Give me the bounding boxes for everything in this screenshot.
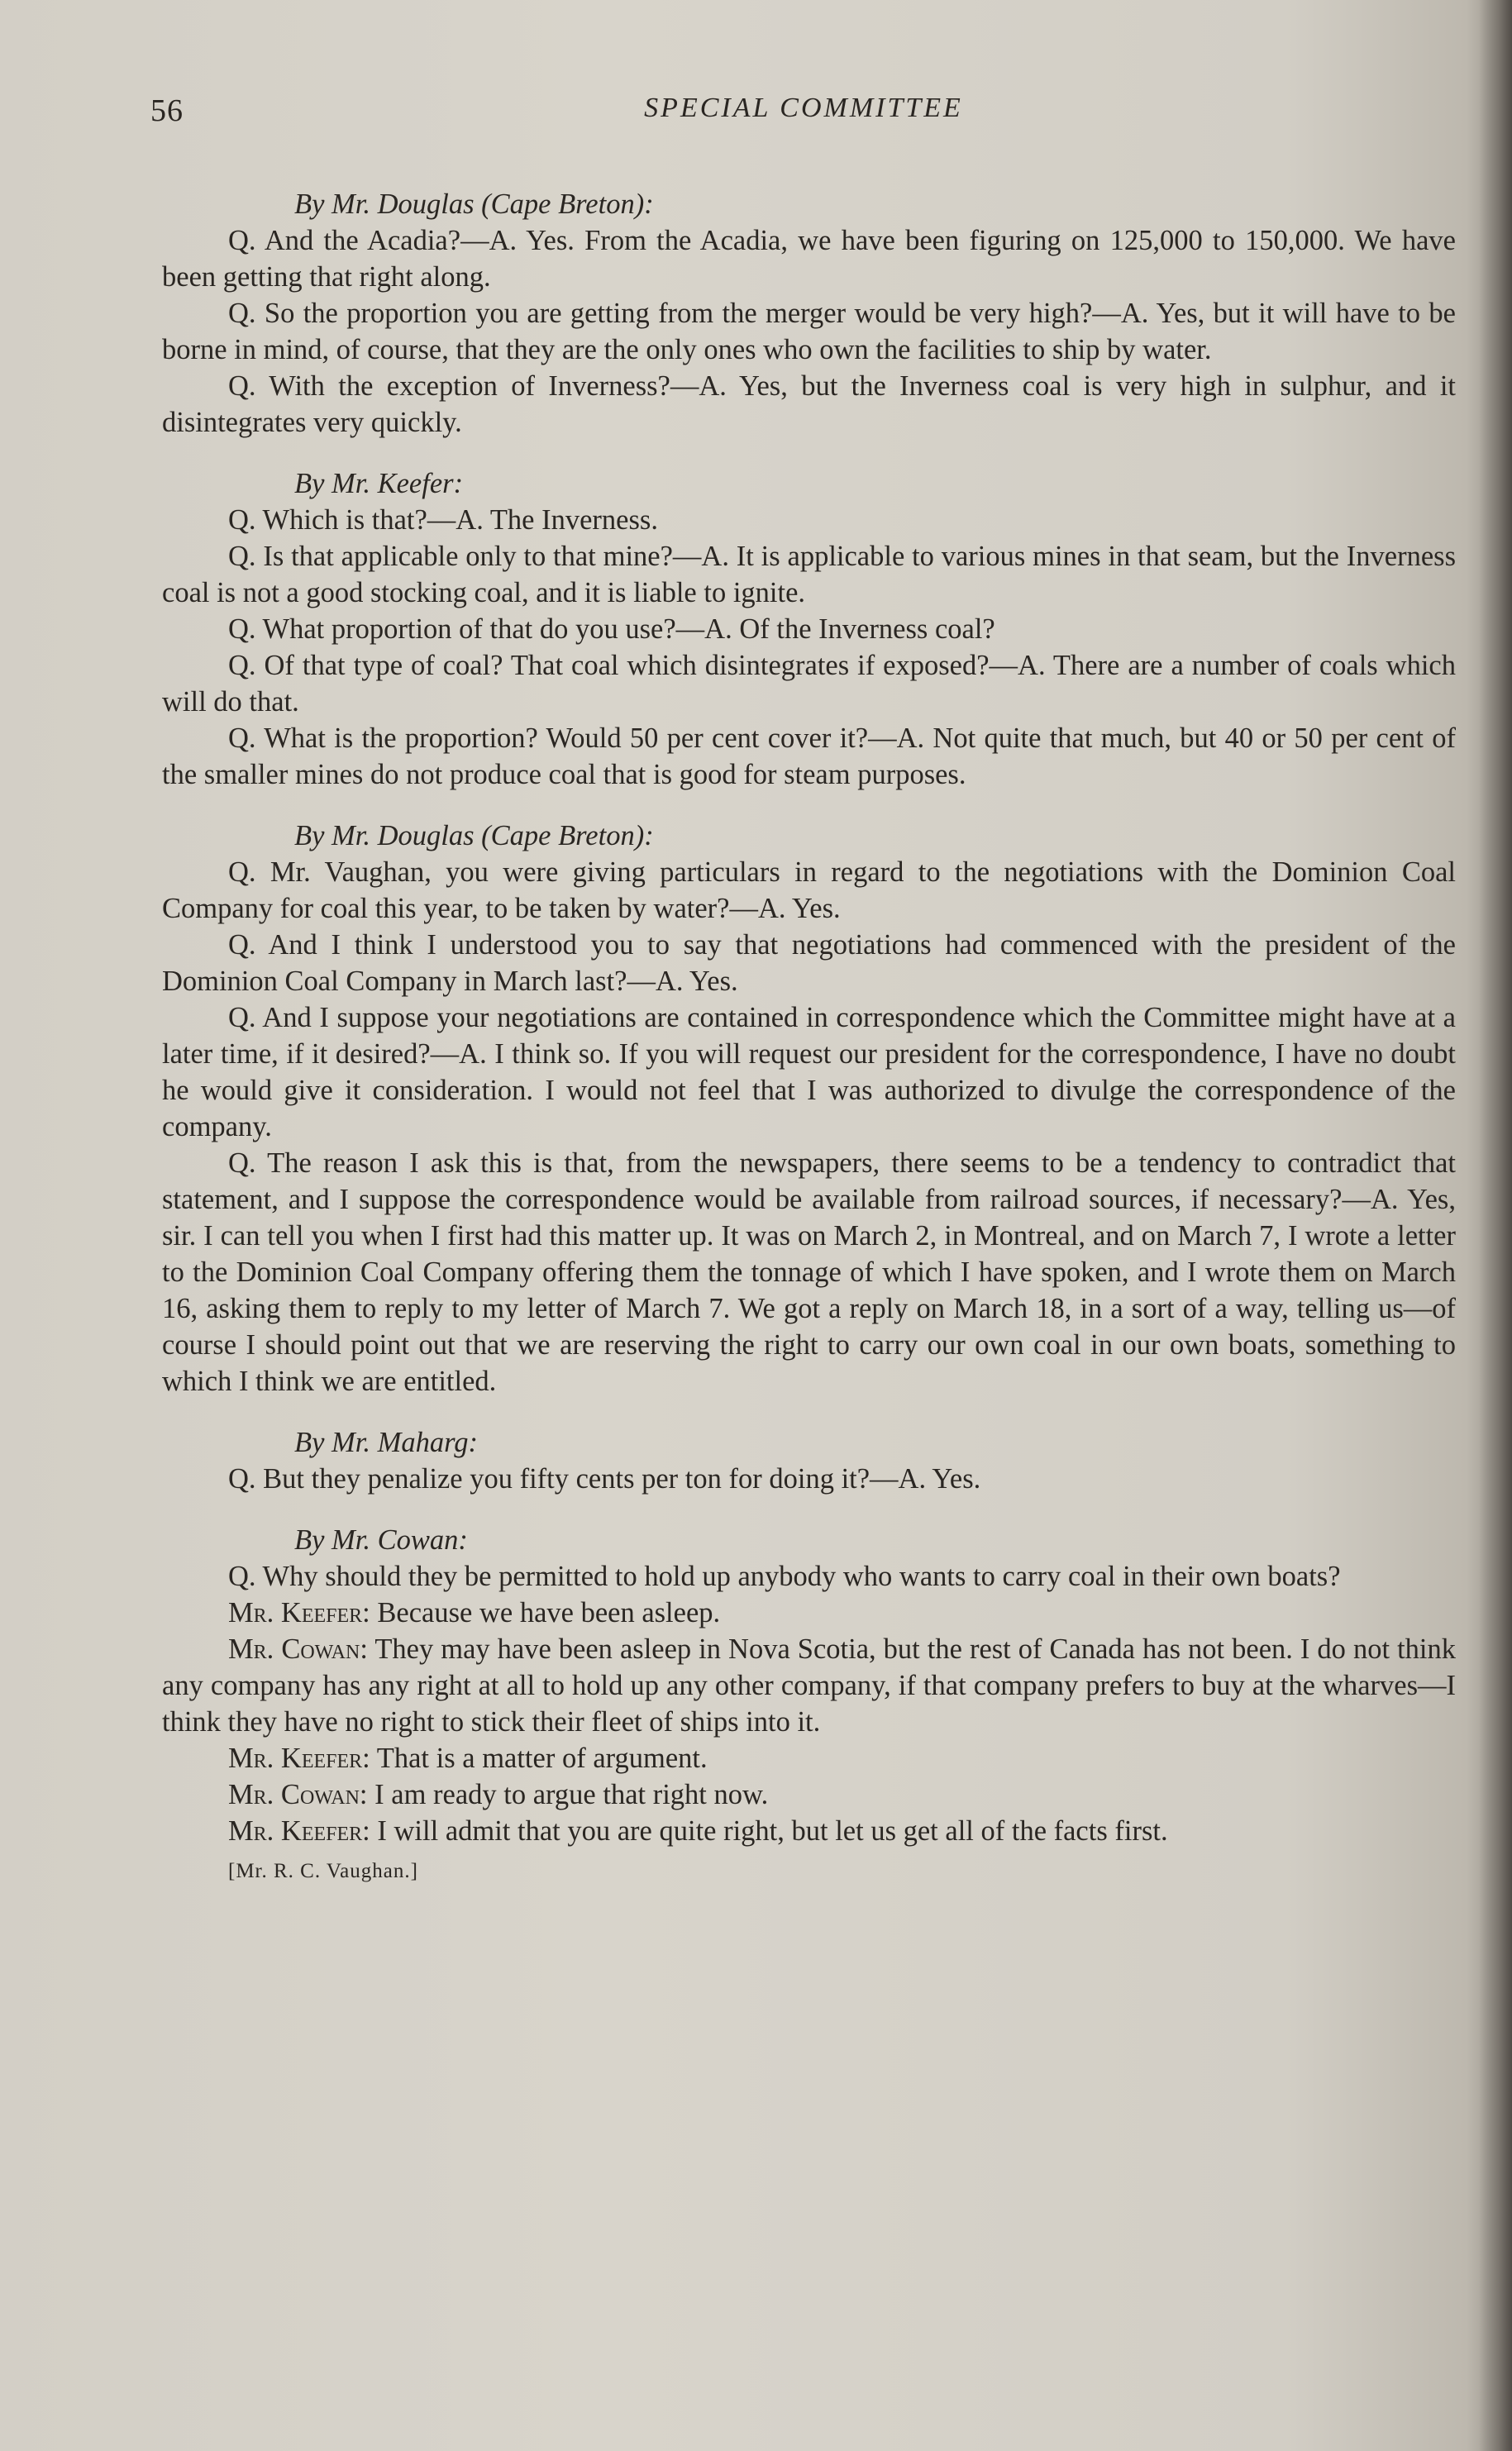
- speaker-name: Mr. Cowan:: [228, 1633, 368, 1665]
- question-answer-paragraph: Q. So the proportion you are getting from the merger would be very high?—A. Yes, but it will have to be borne in mind, of course, that they are the only ones who own the facilities to ship by water.: [162, 298, 1456, 365]
- question-answer-paragraph: Q. But they penalize you fifty cents per ton for doing it?—A. Yes.: [228, 1463, 981, 1495]
- examiner-heading: By Mr. Cowan:: [294, 1524, 468, 1556]
- speaker-name: Mr. Cowan:: [228, 1779, 368, 1810]
- question-answer-paragraph: Q. What is the proportion? Would 50 per cent cover it?—A. Not quite that much, but 40 or 50 per cent of the smaller mines do not produce coal that is good for steam purposes.: [162, 722, 1456, 790]
- question-answer-paragraph: Q. And I suppose your negotiations are contained in correspondence which the Committee might have at a later time, if it desired?—A. I think so. If you will request our president for the correspondence, I have no doubt he would give it consideration. I would not feel that I was authorized to divulge the correspondence of the company.: [162, 1002, 1456, 1142]
- speaker-name: Mr. Keefer:: [228, 1815, 370, 1847]
- examiner-heading: By Mr. Maharg:: [294, 1427, 478, 1458]
- examiner-heading: By Mr. Douglas (Cape Breton):: [294, 820, 654, 851]
- spoken-remark: [162, 1631, 1456, 1740]
- page-body: [162, 186, 1456, 1887]
- remark-text: That is a matter of argument.: [370, 1743, 708, 1774]
- remark-text: Because we have been asleep.: [370, 1597, 721, 1628]
- remark-text: I am ready to argue that right now.: [367, 1779, 769, 1810]
- page-header: [150, 93, 1457, 142]
- question-answer-paragraph: Q. What proportion of that do you use?—A. Of the Inverness coal?: [228, 613, 995, 645]
- question-answer-paragraph: Q. Which is that?—A. The Inverness.: [228, 504, 658, 536]
- remark-text: I will admit that you are quite right, but let us get all of the facts first.: [370, 1815, 1168, 1847]
- spoken-remark: [162, 1813, 1456, 1849]
- question-answer-paragraph: Q. Is that applicable only to that mine?—A. It is applicable to various mines in that seam, but the Inverness coal is not a good stocking coal, and it is liable to ignite.: [162, 541, 1456, 608]
- speaker-name: Mr. Keefer:: [228, 1743, 370, 1774]
- question-answer-paragraph: Q. Of that type of coal? That coal which disintegrates if exposed?—A. There are a number of coals which will do that.: [162, 650, 1456, 718]
- spoken-remark: [162, 1776, 1456, 1813]
- question-answer-paragraph: Q. Mr. Vaughan, you were giving particulars in regard to the negotiations with the Dominion Coal Company for coal this year, to be taken by water?—A. Yes.: [162, 856, 1456, 924]
- spoken-remark: [162, 1595, 1456, 1631]
- remark-text: They may have been asleep in Nova Scotia, but the rest of Canada has not been. I do not think any company has any right at all to hold up any other company, if that company prefers to buy at the wharves—I think they have no right to stick their fleet of ships into it.: [162, 1633, 1456, 1738]
- speaker-name: Mr. Keefer:: [228, 1597, 370, 1628]
- examiner-heading: By Mr. Keefer:: [294, 468, 464, 499]
- spoken-remark: [162, 1740, 1456, 1776]
- question-answer-paragraph: Q. The reason I ask this is that, from the newspapers, there seems to be a tendency to contradict that statement, and I suppose the correspondence would be available from railroad sources, if necessary?—A. Yes, sir. I can tell you when I first had this matter up. It was on March 2, in Montreal, and on March 7, I wrote a letter to the Dominion Coal Company offering them the tonnage of which I have spoken, and I wrote them on March 16, asking them to reply to my letter of March 7. We got a reply on March 18, in a sort of a way, telling us—of course I should point out that we are reserving the right to carry our own coal in our own boats, something to which I think we are entitled.: [162, 1147, 1456, 1397]
- question-answer-paragraph: Q. Why should they be permitted to hold up anybody who wants to carry coal in their own boats?: [228, 1561, 1341, 1592]
- page-number: 56: [150, 93, 184, 128]
- examiner-heading: By Mr. Douglas (Cape Breton):: [294, 188, 654, 220]
- question-answer-paragraph: Q. And the Acadia?—A. Yes. From the Acadia, we have been figuring on 125,000 to 150,000. We have been getting that right along.: [162, 225, 1456, 293]
- witness-footer: [Mr. R. C. Vaughan.]: [228, 1860, 418, 1882]
- question-answer-paragraph: Q. And I think I understood you to say that negotiations had commenced with the president of the Dominion Coal Company in March last?—A. Yes.: [162, 929, 1456, 997]
- page-edge-shadow: [1479, 0, 1512, 2451]
- running-head: SPECIAL COMMITTEE: [644, 93, 963, 123]
- question-answer-paragraph: Q. With the exception of Inverness?—A. Yes, but the Inverness coal is very high in sulphur, and it disintegrates very quickly.: [162, 370, 1456, 438]
